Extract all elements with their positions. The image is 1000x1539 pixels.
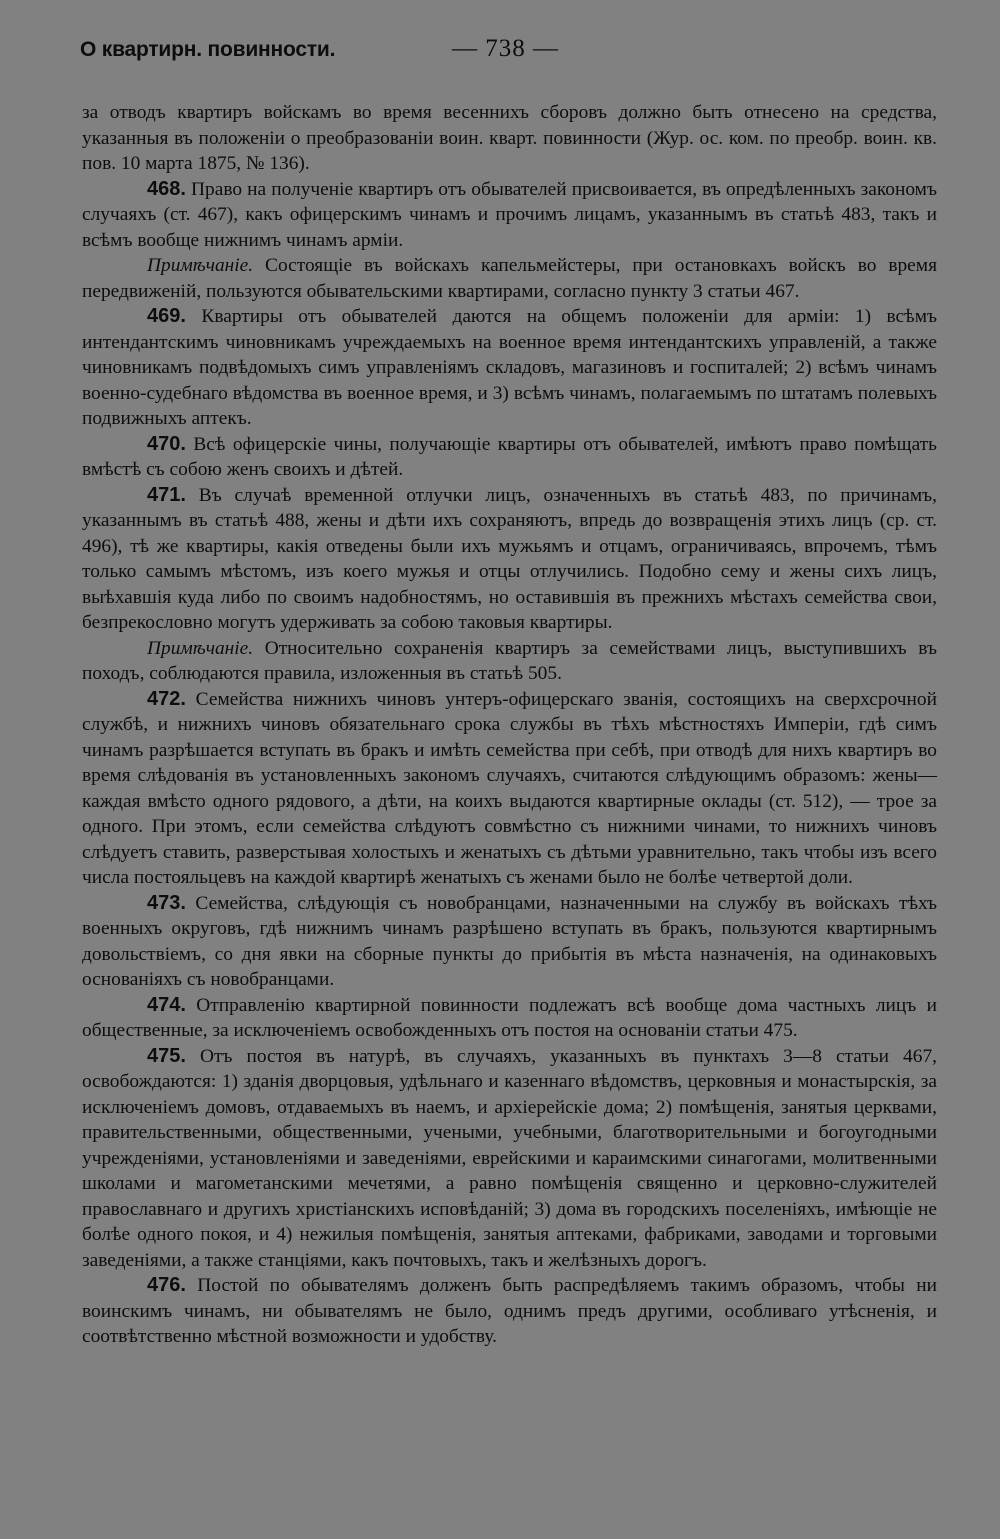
article-471 xyxy=(82,483,937,636)
article-number: 473. xyxy=(147,891,186,914)
article-text: Постой по обывателямъ долженъ быть распредѣляемъ такимъ образомъ, чтобы ни воинскимъ чинамъ, ни обывателямъ не было, однимъ предъ другими, особливаго утѣсненія, и соотвѣтственно мѣстной возможности и удобству. xyxy=(82,1275,937,1347)
note-text: Относительно сохраненія квартиръ за семействами лицъ, выступившихъ въ походъ, соблюдаются правила, изложенныя въ статьѣ 505. xyxy=(82,637,937,684)
article-text: Право на полученіе квартиръ отъ обывателей присвоивается, въ опредѣленныхъ закономъ случаяхъ (ст. 467), какъ офицерскимъ чинамъ и прочимъ лицамъ, указаннымъ въ статьѣ 483, такъ и всѣмъ вообще нижнимъ чинамъ арміи. xyxy=(82,178,937,251)
article-473 xyxy=(82,891,937,993)
article-text: Отъ постоя въ натурѣ, въ случаяхъ, указанныхъ въ пунктахъ 3—8 статьи 467, освобождаются: 1) зданія дворцовыя, удѣльнаго и казеннаго вѣдомствъ, церковныя и монастырскія, за исключеніемъ домовъ, отдаваемыхъ въ наемъ, и архіерейскіе дома; 2) помѣщенія, занятыя церквами, правительственными, общественными, учеными, учебными, благотворительными и богоугодными учрежденіями, установленіями и заведеніями, еврейскими и караимскими синагогами, молитвенными школами и магометанскими мечетями, а равно помѣщенія священно и церковно-служителей православнаго и другихъ христіанскихъ исповѣданій; 3) дома въ городскихъ поселеніяхъ, имѣющіе не болѣе одного покоя, и 4) нежилыя помѣщенія, занятыя аптеками, фабриками, заводами и торговыми заведеніями, а также станціями, какъ почтовыхъ, такъ и желѣзныхъ дорогъ. xyxy=(82,1045,937,1271)
running-title: О квартирн. повинности. xyxy=(80,38,336,61)
article-476 xyxy=(82,1273,937,1350)
article-number: 474. xyxy=(147,993,186,1016)
article-number: 472. xyxy=(147,687,186,710)
article-text: Отправленію квартирной повинности подлежатъ всѣ вообще дома частныхъ лицъ и общественные, за исключеніемъ освобожденныхъ отъ постоя на основаніи статьи 475. xyxy=(82,994,937,1041)
article-468 xyxy=(82,177,937,254)
note-label: Примѣчаніе. xyxy=(147,637,254,659)
page-header xyxy=(80,35,940,78)
article-number: 475. xyxy=(147,1044,186,1067)
article-text: Квартиры отъ обывателей даются на общемъ положеніи для арміи: 1) всѣмъ интендантскимъ чиновникамъ учреждаемыхъ на военное время интендантскихъ управленій, а также чиновникамъ подвѣдомыхъ симъ управленіямъ складовъ, магазиновъ и госпиталей; 2) всѣмъ чинамъ военно-судебнаго вѣдомства въ военное время, и 3) всѣмъ чинамъ, полагаемымъ по штатамъ полевыхъ подвижныхъ аптекъ. xyxy=(82,306,937,429)
note-468 xyxy=(82,253,937,304)
note-471 xyxy=(82,636,937,687)
article-number: 470. xyxy=(147,432,186,455)
article-472 xyxy=(82,687,937,891)
article-474 xyxy=(82,993,937,1044)
article-text: Въ случаѣ временной отлучки лицъ, означенныхъ въ статьѣ 483, по причинамъ, указаннымъ въ статьѣ 488, жены и дѣти ихъ сохраняютъ, впредь до возвращенія этихъ лицъ (ср. ст. 496), тѣ же квартиры, какія отведены были ихъ мужьямъ и отцамъ, ограничиваясь, впрочемъ, тѣмъ только самымъ мѣстомъ, изъ коего мужья и отцы отлучились. Подобно сему и жены сихъ лицъ, выѣхавшія куда либо по своимъ надобностямъ, но оставившія въ прежнихъ мѣстахъ семейства свои, безпрекословно могутъ удерживать за собою таковыя квартиры. xyxy=(82,484,937,633)
article-number: 476. xyxy=(147,1274,186,1296)
note-text: Состоящіе въ войскахъ капельмейстеры, при остановкахъ войскъ во время передвиженій, пользуются обывательскими квартирами, согласно пункту 3 статьи 467. xyxy=(82,255,937,302)
note-label: Примѣчаніе. xyxy=(147,255,254,276)
article-text: Семейства нижнихъ чиновъ унтеръ-офицерскаго званія, состоящихъ на сверхсрочной службѣ, и нижнихъ чиновъ обязательнаго срока службы въ тѣхъ мѣстностяхъ Имперіи, гдѣ симъ чинамъ разрѣшается вступать въ бракъ и имѣть семейства при себѣ, при отводѣ для нихъ квартиръ во время слѣдованія въ установленныхъ закономъ случаяхъ, считаются слѣдующимъ образомъ: жены—каждая вмѣсто одного рядового, а дѣти, на коихъ выдаются квартирные оклады (ст. 512), — трое за одного. При этомъ, если семейства слѣдуютъ совмѣстно съ нижними чинами, то нижнихъ чиновъ слѣдуетъ ставить, разверстывая холостыхъ и женатыхъ съ дѣтьми уравнительно, такъ чтобы изъ всего числа постояльцевъ на каждой квартирѣ женатыхъ съ женами было не болѣе четвертой доли. xyxy=(82,688,937,888)
article-number: 471. xyxy=(147,483,186,506)
paragraph-text: за отводъ квартиръ войскамъ во время весеннихъ сборовъ должно быть отнесено на средства, указанныя въ положеніи о преобразованіи воин. кварт. повинности (Жур. ос. ком. по преобр. воин. кв. пов. 10 марта 1875, № 136). xyxy=(82,102,937,174)
continuation-paragraph xyxy=(82,100,937,177)
body-text xyxy=(82,100,937,1350)
article-text: Всѣ офицерскіе чины, получающіе квартиры отъ обывателей, имѣютъ право помѣщать вмѣстѣ съ собою женъ своихъ и дѣтей. xyxy=(82,433,937,480)
article-number: 468. xyxy=(147,177,186,200)
page-number: — 738 — xyxy=(452,35,559,62)
article-469 xyxy=(82,304,937,432)
article-text: Семейства, слѣдующія съ новобранцами, назначенными на службу въ войскахъ тѣхъ военныхъ округовъ, гдѣ нижнимъ чинамъ разрѣшено вступать въ бракъ, пользуются квартирнымъ довольствіемъ, со дня явки на сборные пункты до прибытія въ мѣста назначенія, на одинаковыхъ основаніяхъ съ новобранцами. xyxy=(82,892,937,990)
article-475 xyxy=(82,1044,937,1274)
article-470 xyxy=(82,432,937,483)
article-number: 469. xyxy=(147,305,186,327)
